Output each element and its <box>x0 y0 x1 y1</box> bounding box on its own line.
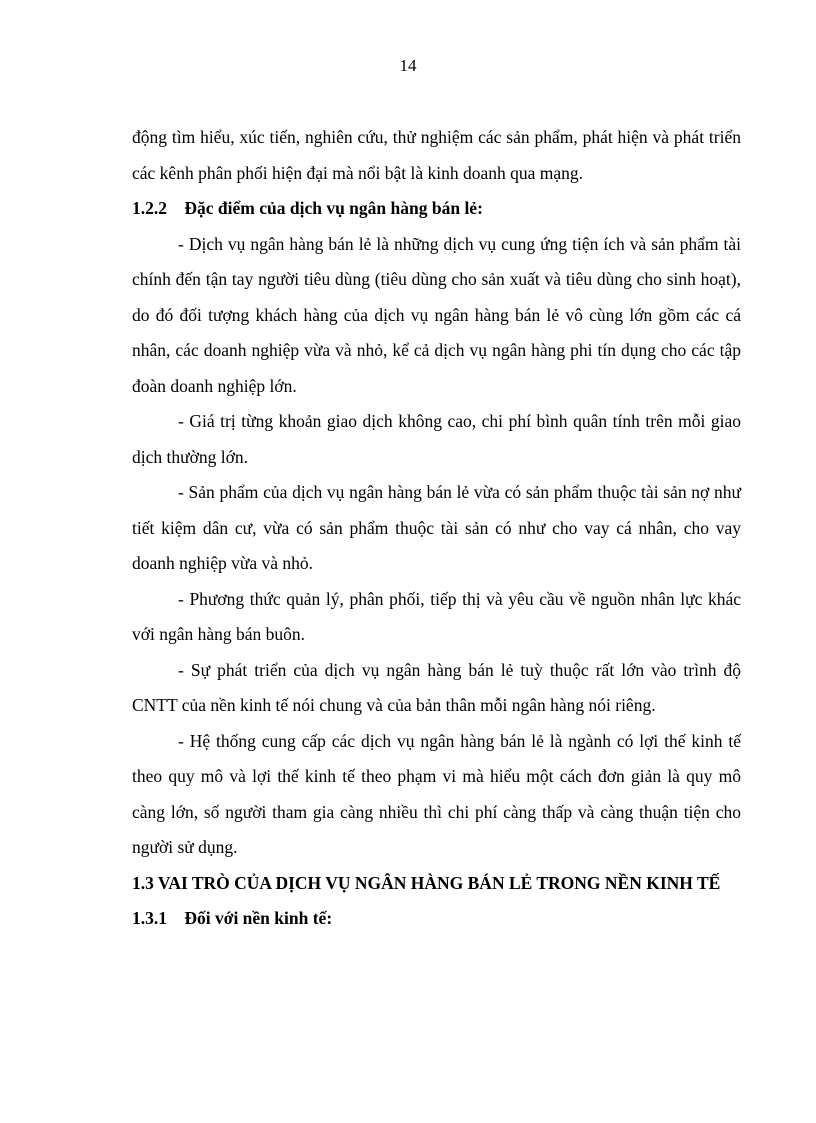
section-heading-1-2-2 <box>132 191 741 227</box>
section-number: 1.3.1 <box>132 908 167 928</box>
section-heading-1-3-1 <box>132 901 741 937</box>
bullet-paragraph: - Hệ thống cung cấp các dịch vụ ngân hàng bán lẻ là ngành có lợi thế kinh tế theo quy mô và lợi thế kinh tế theo phạm vi mà hiểu một cách đơn giản là quy mô càng lớn, số người tham gia càng nhiều thì chi phí càng thấp và càng thuận tiện cho người sử dụng. <box>132 730 741 857</box>
continuation-paragraph: động tìm hiểu, xúc tiến, nghiên cứu, thử nghiệm các sản phẩm, phát hiện và phát triển các kênh phân phối hiện đại mà nổi bật là kinh doanh qua mạng. <box>132 127 741 183</box>
page-content <box>132 120 741 937</box>
bullet-paragraph: - Phương thức quản lý, phân phối, tiếp thị và yêu cầu về nguồn nhân lực khác với ngân hàng bán buôn. <box>132 588 741 644</box>
bullet-paragraph: - Sản phẩm của dịch vụ ngân hàng bán lẻ vừa có sản phẩm thuộc tài sản nợ như tiết kiệm dân cư, vừa có sản phẩm thuộc tài sản có như cho vay cá nhân, cho vay doanh nghiệp vừa và nhỏ. <box>132 482 741 573</box>
page-number: 14 <box>399 56 417 75</box>
section-heading-1-3: 1.3 VAI TRÒ CỦA DỊCH VỤ NGÂN HÀNG BÁN LẺ TRONG NỀN KINH TẾ <box>132 872 721 893</box>
section-title: Đặc điểm của dịch vụ ngân hàng bán lẻ: <box>184 198 483 218</box>
section-number: 1.2.2 <box>132 198 167 218</box>
bullet-paragraph: - Sự phát triển của dịch vụ ngân hàng bán lẻ tuỳ thuộc rất lớn vào trình độ CNTT của nền kinh tế nói chung và của bản thân mỗi ngân hàng nói riêng. <box>132 659 741 715</box>
bullet-paragraph: - Giá trị từng khoản giao dịch không cao, chi phí bình quân tính trên mỗi giao dịch thường lớn. <box>132 411 741 467</box>
bullet-paragraph: - Dịch vụ ngân hàng bán lẻ là những dịch vụ cung ứng tiện ích và sản phẩm tài chính đến tận tay người tiêu dùng (tiêu dùng cho sản xuất và tiêu dùng cho sinh hoạt), do đó đối tượng khách hàng của dịch vụ ngân hàng bán lẻ vô cùng lớn gồm các cá nhân, các doanh nghiệp vừa và nhỏ, kể cả dịch vụ ngân hàng phi tín dụng cho các tập đoàn doanh nghiệp lớn. <box>132 233 741 396</box>
section-title: Đối với nền kinh tế: <box>184 908 333 928</box>
